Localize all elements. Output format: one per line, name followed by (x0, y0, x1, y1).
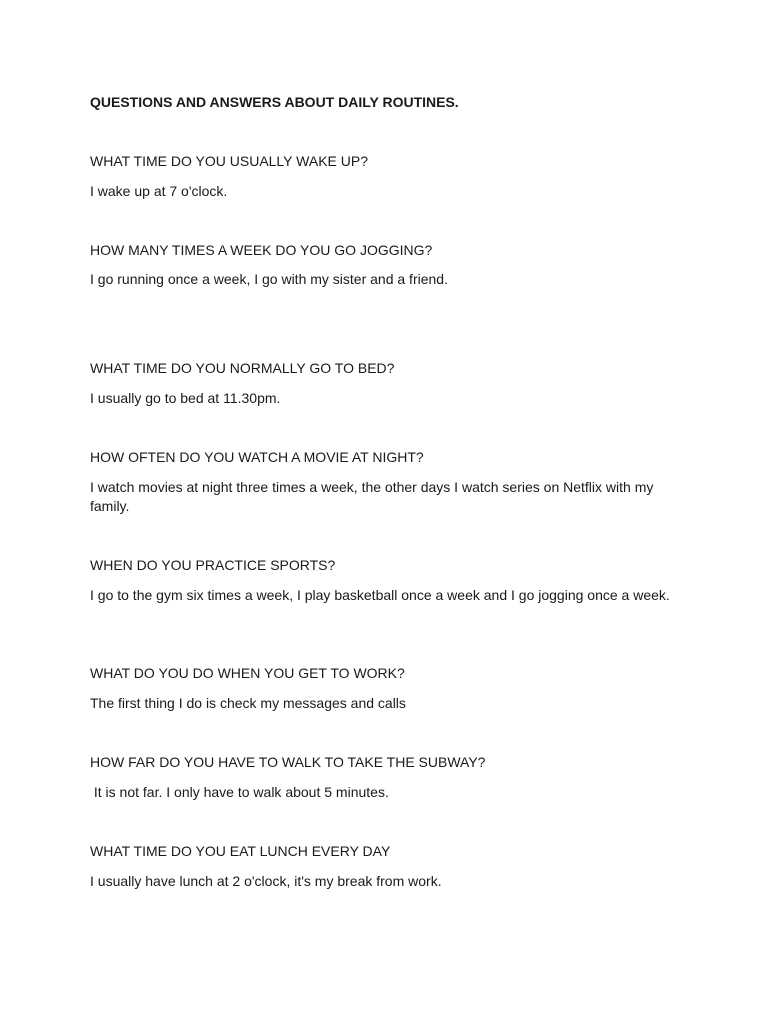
answer-8: I usually have lunch at 2 o'clock, it's my break from work. (90, 873, 442, 889)
answer-5: I go to the gym six times a week, I play basketball once a week and I go jogging once a week. (90, 587, 670, 603)
question-2: HOW MANY TIMES A WEEK DO YOU GO JOGGING? (90, 242, 433, 258)
document-title: QUESTIONS AND ANSWERS ABOUT DAILY ROUTINES. (90, 94, 459, 110)
answer-7: It is not far. I only have to walk about 5 minutes. (90, 784, 389, 800)
answer-6: The first thing I do is check my messages and calls (90, 695, 406, 711)
question-7: HOW FAR DO YOU HAVE TO WALK TO TAKE THE SUBWAY? (90, 754, 486, 770)
answer-2: I go running once a week, I go with my sister and a friend. (90, 271, 448, 287)
answer-1: I wake up at 7 o'clock. (90, 183, 228, 199)
question-5: WHEN DO YOU PRACTICE SPORTS? (90, 557, 336, 573)
question-6: WHAT DO YOU DO WHEN YOU GET TO WORK? (90, 665, 405, 681)
question-3: WHAT TIME DO YOU NORMALLY GO TO BED? (90, 360, 395, 376)
answer-4: I watch movies at night three times a week, the other days I watch series on Netflix with my family. (90, 479, 658, 514)
answer-3: I usually go to bed at 11.30pm. (90, 390, 281, 406)
question-8: WHAT TIME DO YOU EAT LUNCH EVERY DAY (90, 843, 391, 859)
question-4: HOW OFTEN DO YOU WATCH A MOVIE AT NIGHT? (90, 449, 424, 465)
question-1: WHAT TIME DO YOU USUALLY WAKE UP? (90, 153, 368, 169)
